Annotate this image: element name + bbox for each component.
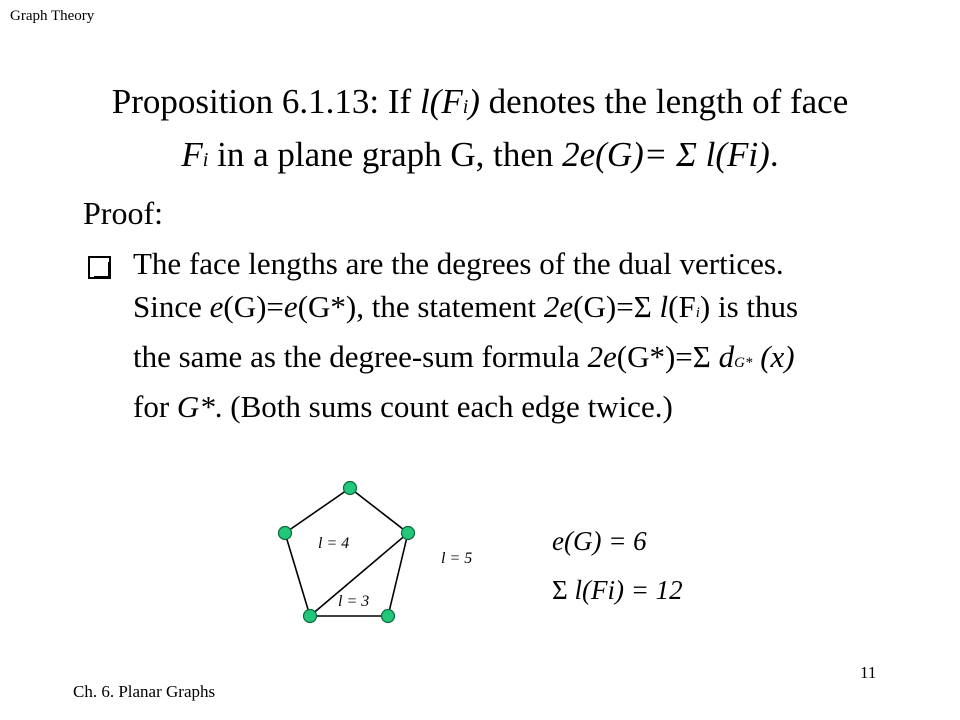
face-label-left: l = 4 [318, 535, 350, 552]
title-math: ) [468, 82, 480, 121]
proof-math: e [283, 289, 298, 324]
proof-text: Since [133, 289, 210, 324]
proof-math: (G*) [297, 289, 357, 324]
proof-text: for [133, 389, 177, 424]
proof-text: is thus [710, 289, 799, 324]
graph-edge [388, 533, 408, 616]
edge-count [552, 526, 647, 557]
graph-edge [285, 488, 350, 533]
graph-edge [285, 533, 310, 616]
title-line-1 [60, 78, 900, 131]
face-label-bottom: l = 3 [338, 593, 370, 610]
course-header: Graph Theory [10, 8, 95, 24]
proof-line-3 [133, 335, 913, 385]
proof-math: (G)= [223, 289, 284, 324]
proof-math: 2e [543, 289, 574, 324]
proof-bullet [133, 242, 913, 428]
proof-text: . (Both sums count each edge twice.) [214, 389, 673, 424]
title-text: in a plane graph G, then [208, 135, 563, 174]
face-length-sum-text: l(Fi) = 12 [574, 575, 683, 605]
title-text: . [769, 135, 779, 174]
title-subscript: i [462, 96, 469, 118]
proof-math: 2e [587, 339, 617, 374]
proof-math: e [209, 289, 224, 324]
proof-text: the same as the degree-sum formula [133, 339, 588, 374]
title-subscript: i [202, 149, 209, 171]
chapter-footer: Ch. 6. Planar Graphs [73, 682, 216, 701]
graph-vertex [304, 610, 317, 623]
sigma-symbol: Σ [552, 575, 575, 605]
title-line-2 [60, 131, 900, 184]
proof-subscript: i [695, 305, 700, 321]
title-text: denotes the length of face [479, 82, 849, 121]
proof-subscript: G* [734, 355, 753, 371]
face-label-outer: l = 5 [441, 550, 473, 567]
proof-math: (F [668, 289, 696, 324]
proof-math: (G)= [573, 289, 634, 324]
checkbox-bullet-icon [88, 256, 111, 279]
proof-math: d [710, 339, 735, 374]
proof-math: Σ [692, 339, 711, 374]
proof-math: l [651, 289, 669, 324]
graph-edge [350, 488, 408, 533]
graph-vertex [279, 527, 292, 540]
pentagon-graph-figure [270, 470, 430, 630]
title-text: Proposition 6.1.13: If [111, 82, 420, 121]
title-formula: 2e(G)= Σ l(Fi) [562, 135, 770, 174]
proof-label: Proof: [83, 195, 163, 231]
proof-line-1: The face lengths are the degrees of the dual vertices. [133, 246, 784, 281]
proof-math: Σ [633, 289, 652, 324]
graph-vertex [402, 527, 415, 540]
graph-vertex [344, 482, 357, 495]
title-math: F [181, 135, 203, 174]
face-length-sum [552, 575, 683, 606]
title-math: l(F [419, 82, 463, 121]
page-number: 11 [860, 663, 877, 682]
proof-text: , the statement [356, 289, 544, 324]
proof-math: (x) [752, 339, 795, 374]
proof-math: (G*)= [616, 339, 693, 374]
proof-line-4 [133, 385, 913, 428]
proof-line-2 [133, 285, 913, 335]
graph-vertex [382, 610, 395, 623]
proof-math: ) [699, 289, 711, 324]
proof-math: G* [176, 389, 215, 424]
slide-title [60, 78, 900, 184]
edge-count-text: e(G) = 6 [552, 526, 647, 556]
